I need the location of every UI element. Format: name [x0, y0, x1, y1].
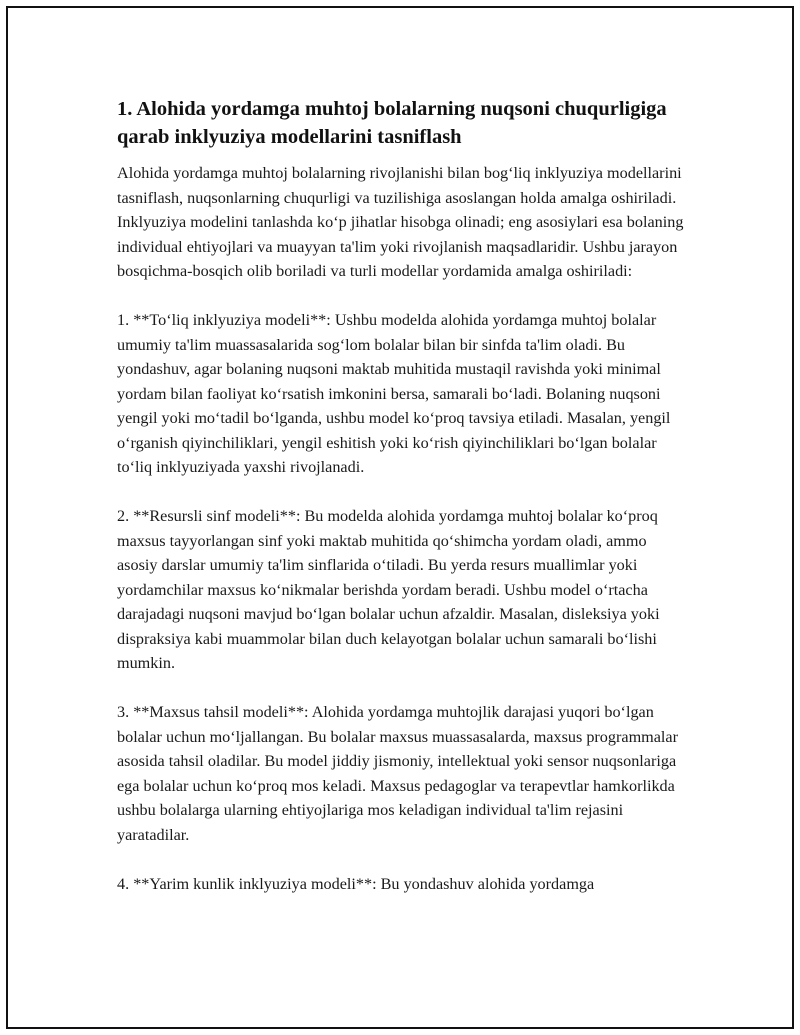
document-body — [117, 95, 689, 921]
section-heading: 1. Alohida yordamga muhtoj bolalarning nuqsoni chuqurligiga qarab inklyuziya modellarini tasniflash — [117, 98, 667, 148]
paragraph-resource-class-model: 2. **Resursli sinf modeli**: Bu modelda alohida yordamga muhtoj bolalar ko‘proq maxsus tayyorlangan sinf yoki maktab muhitida qo‘shimcha yordam oladi, ammo asosiy darslar umumiy ta'lim sinflarida o‘tiladi. Bu yerda resurs muallimlar yoki yordamchilar maxsus ko‘nikmalar berishda yordam beradi. Ushbu model o‘rtacha darajadagi nuqsoni mavjud bo‘lgan bolalar uchun afzaldir. Masalan, disleksiya yoki dispraksiya kabi muammolar bilan duch kelayotgan bolalar uchun samarali bo‘lishi mumkin. — [117, 507, 660, 672]
paragraph-full-inclusion-model: 1. **To‘liq inklyuziya modeli**: Ushbu modelda alohida yordamga muhtoj bolalar umumiy ta'lim muassasalarida sog‘lom bolalar bilan bir sinfda ta'lim oladi. Bu yondashuv, agar bolaning nuqsoni maktab muhitida mustaqil ravishda yoki minimal yordam bilan faoliyat ko‘rsatish imkonini bersa, samarali bo‘ladi. Bolaning nuqsoni yengil yoki mo‘tadil bo‘lganda, ushbu model ko‘proq tavsiya etiladi. Masalan, yengil o‘rganish qiyinchiliklari, yengil eshitish yoki ko‘rish qiyinchiliklari bo‘lgan bolalar to‘liq inklyuziyada yaxshi rivojlanadi. — [117, 311, 671, 476]
intro-paragraph: Alohida yordamga muhtoj bolalarning rivojlanishi bilan bog‘liq inklyuziya modellarini tasniflash, nuqsonlarning chuqurligi va tuzilishiga asoslangan holda amalga oshiriladi. Inklyuziya modelini tanlashda ko‘p jihatlar hisobga olinadi; eng asosiylari esa bolaning individual ehtiyojlari va muayyan ta'lim yoki rivojlanish maqsadlaridir. Ushbu jarayon bosqichma-bosqich olib boriladi va turli modellar yordamida amalga oshiriladi: — [117, 164, 684, 280]
paragraph-special-education-model: 3. **Maxsus tahsil modeli**: Alohida yordamga muhtojlik darajasi yuqori bo‘lgan bolalar uchun mo‘ljallangan. Bu bolalar maxsus muassasalarda, maxsus programmalar asosida tahsil oladilar. Bu model jiddiy jismoniy, intellektual yoki sensor nuqsonlariga ega bolalar uchun ko‘proq mos keladi. Maxsus pedagoglar va terapevtlar hamkorlikda ushbu bolalarga ularning ehtiyojlariga mos keladigan individual ta'lim rejasini yaratadilar. — [117, 703, 679, 844]
paragraph-half-day-inclusion-model: 4. **Yarim kunlik inklyuziya modeli**: Bu yondashuv alohida yordamga — [117, 874, 595, 893]
